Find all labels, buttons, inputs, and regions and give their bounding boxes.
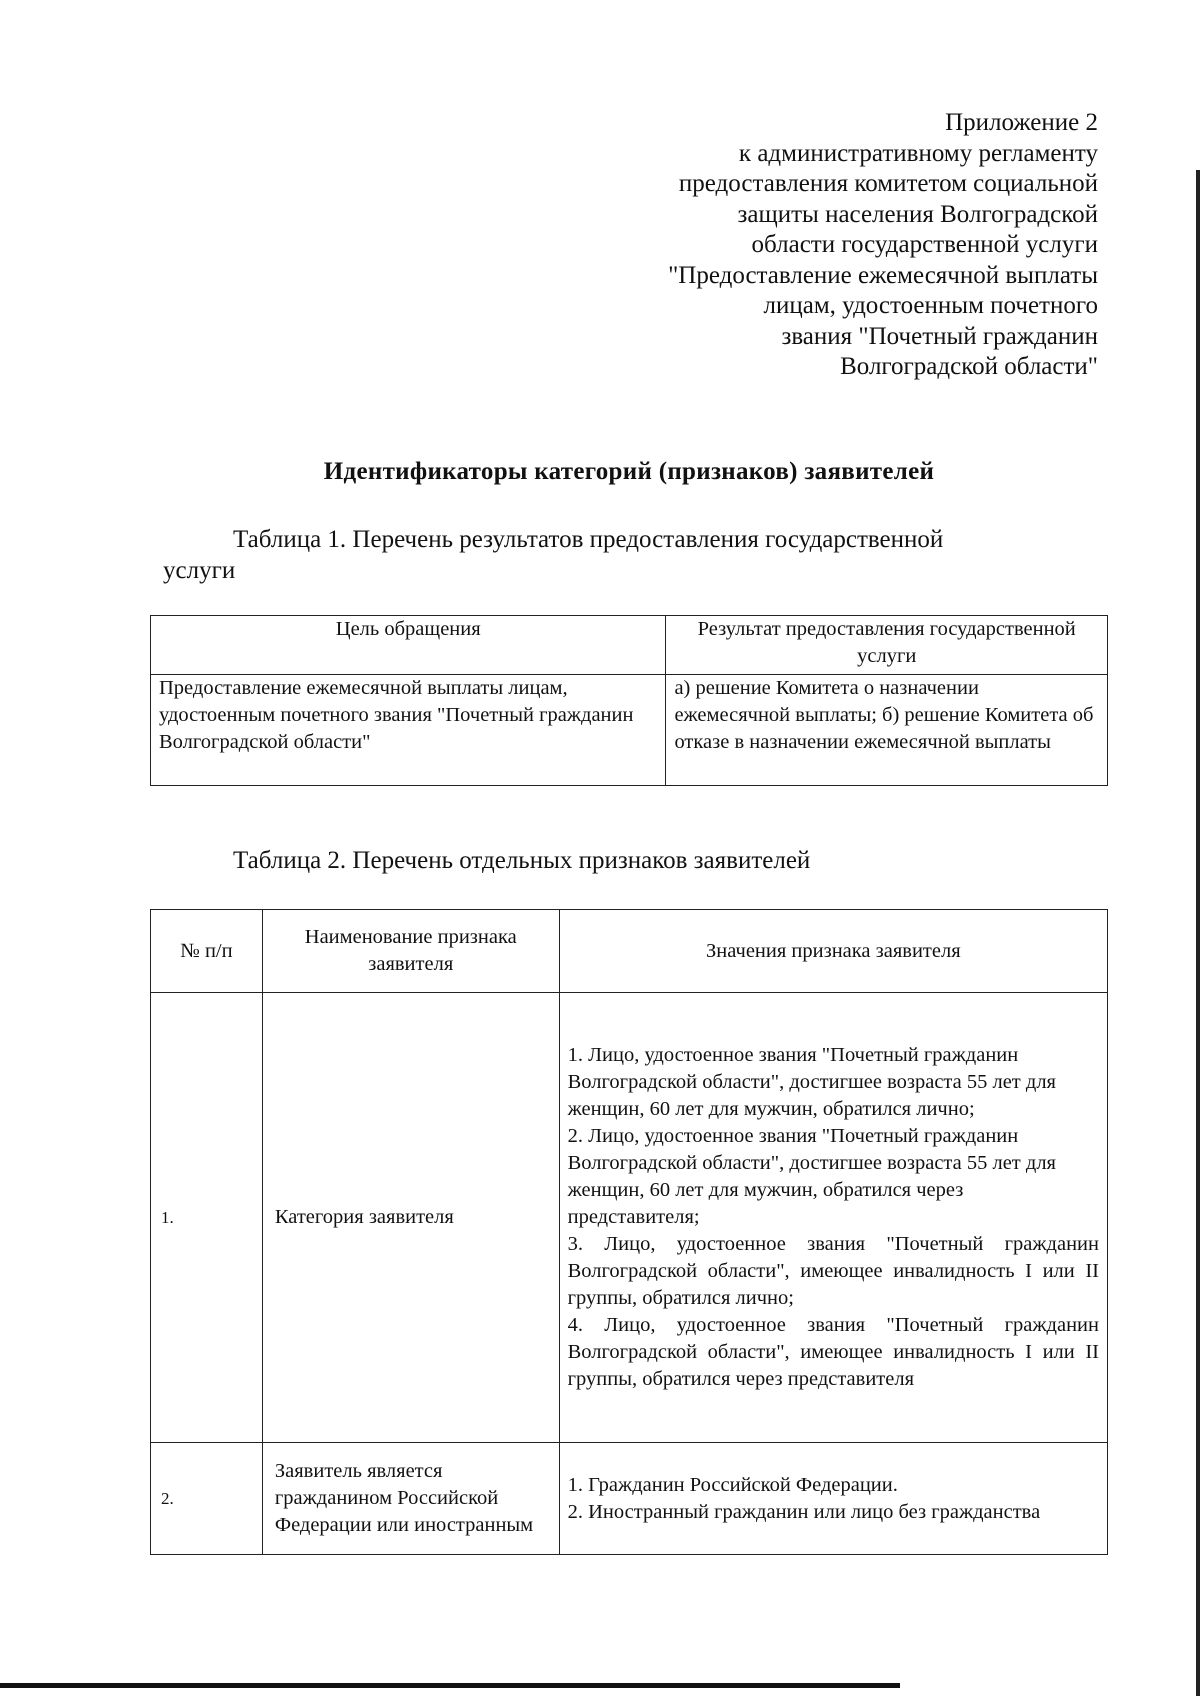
table-row <box>151 993 1108 1443</box>
appendix-line: области государственной услуги <box>751 231 1098 258</box>
appendix-line: звания "Почетный гражданин <box>781 322 1098 350</box>
appendix-line: Приложение 2 <box>945 109 1098 136</box>
header-number: № п/п <box>151 910 263 993</box>
results-table <box>150 615 1108 786</box>
appendix-line: "Предоставление ежемесячной выплаты <box>668 261 1098 289</box>
applicant-attributes-table <box>150 909 1108 1555</box>
table1-caption-line2: услуги <box>163 557 236 584</box>
appendix-line: к административному регламенту <box>738 139 1098 167</box>
cell-attribute-name: Категория заявителя <box>262 993 559 1443</box>
appendix-line: Волгоградской области" <box>840 353 1098 380</box>
header-attribute-values: Значения признака заявителя <box>559 910 1107 993</box>
table-header-row <box>151 616 1108 675</box>
value-item: 2. Лицо, удостоенное звания "Почетный гражданин Волгоградской области", достигшее возраста 55 лет для женщин, 60 лет для мужчин, обратился через представителя; <box>567 1125 1056 1228</box>
value-item: 1. Лицо, удостоенное звания "Почетный гражданин Волгоградской области", достигшее возраста 55 лет для женщин, 60 лет для мужчин, обратился лично; <box>567 1044 1056 1120</box>
cell-goal: Предоставление ежемесячной выплаты лицам, удостоенным почетного звания "Почетный гражданин Волгоградской области" <box>151 675 666 786</box>
table-row <box>151 1443 1108 1555</box>
value-item: 3. Лицо, удостоенное звания "Почетный гражданин Волгоградской области", имеющее инвалидность I или II группы, обратился лично; <box>567 1233 1099 1309</box>
table-row <box>151 675 1108 786</box>
value-item: 2. Иностранный гражданин или лицо без гражданства <box>567 1500 1041 1523</box>
table1-caption <box>163 524 1063 586</box>
header-goal: Цель обращения <box>151 616 666 675</box>
table2-caption: Таблица 2. Перечень отдельных признаков заявителей <box>233 847 811 874</box>
table1-caption-line1: Таблица 1. Перечень результатов предоставления государственной <box>233 526 944 553</box>
scan-edge-bottom <box>0 1683 900 1688</box>
value-item: 4. Лицо, удостоенное звания "Почетный гражданин Волгоградской области", имеющее инвалидность I или II группы, обратился через представителя <box>567 1314 1099 1390</box>
table-header-row <box>151 910 1108 993</box>
cell-attribute-values <box>559 1443 1107 1555</box>
appendix-line: предоставления комитетом социальной <box>678 170 1098 197</box>
header-result: Результат предоставления государственной услуги <box>666 616 1108 675</box>
appendix-line: лицам, удостоенным почетного <box>763 292 1098 319</box>
cell-attribute-name: Заявитель является гражданином Российской Федерации или иностранным <box>262 1443 559 1555</box>
cell-number: 1. <box>151 993 263 1443</box>
scan-edge-right <box>1196 170 1200 1696</box>
cell-number: 2. <box>151 1443 263 1555</box>
cell-attribute-values <box>559 993 1107 1443</box>
appendix-header <box>538 108 1098 383</box>
cell-result: а) решение Комитета о назначении ежемесячной выплаты; б) решение Комитета об отказе в назначении ежемесячной выплаты <box>666 675 1108 786</box>
document-title: Идентификаторы категорий (признаков) заявителей <box>323 458 935 485</box>
appendix-line: защиты населения Волгоградской <box>737 200 1098 228</box>
value-item: 1. Гражданин Российской Федерации. <box>567 1473 898 1496</box>
header-attribute-name: Наименование признака заявителя <box>262 910 559 993</box>
